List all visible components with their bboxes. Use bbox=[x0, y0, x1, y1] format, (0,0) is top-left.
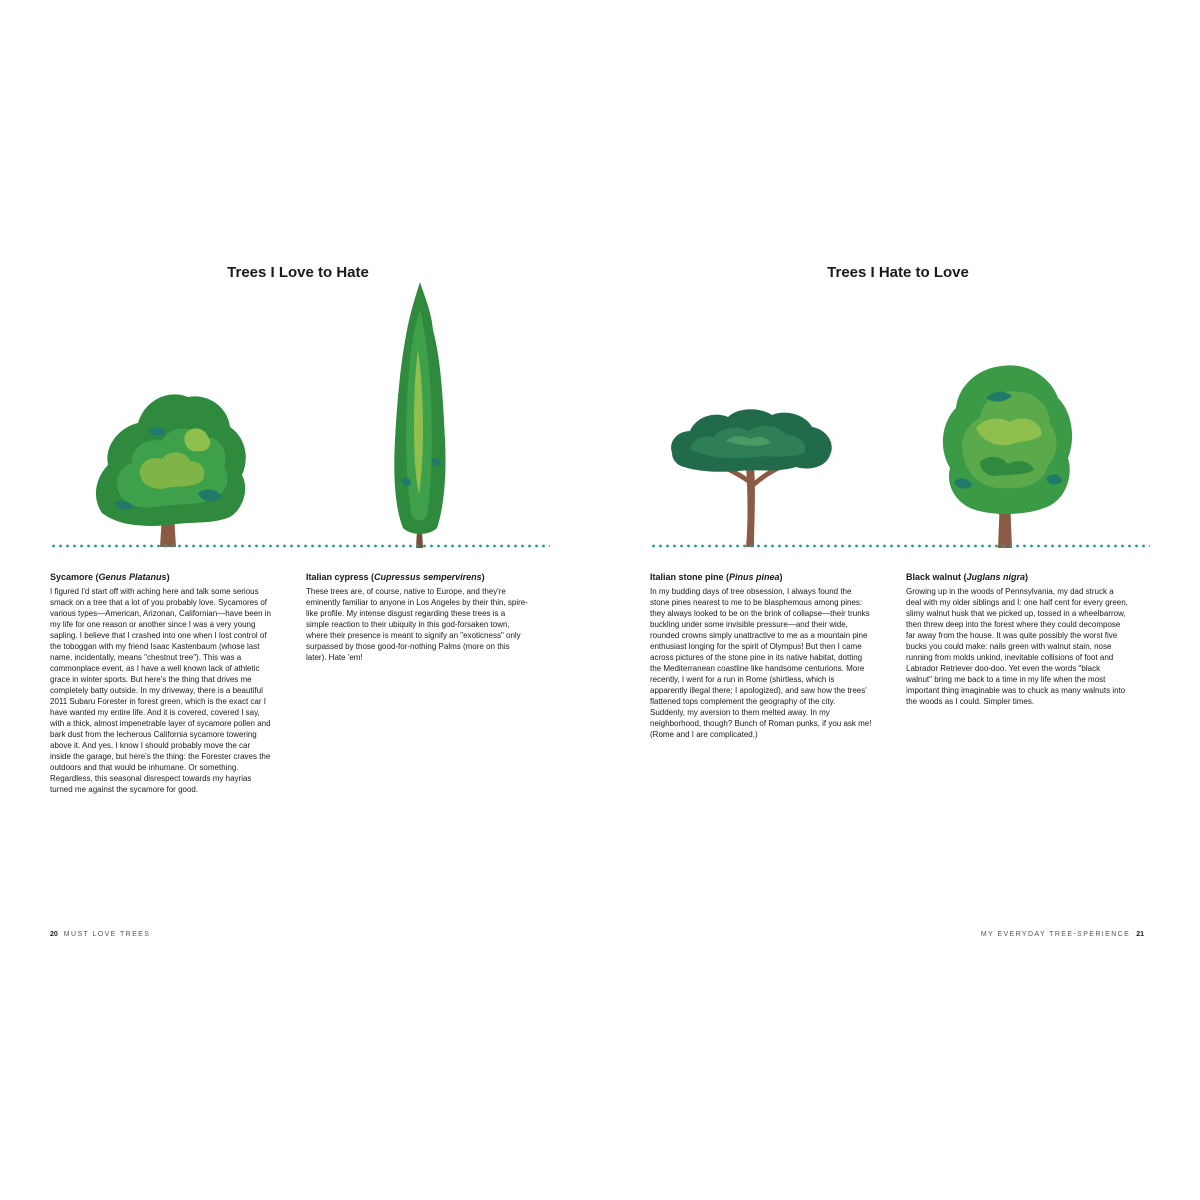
entry-black-walnut bbox=[906, 571, 1128, 707]
entry-heading: Black walnut (Juglans nigra) bbox=[906, 572, 1029, 582]
black-walnut-illustration bbox=[936, 358, 1076, 550]
entry-heading: Italian cypress (Cupressus sempervirens) bbox=[306, 572, 485, 582]
running-title: MY EVERYDAY TREE-SPERIENCE bbox=[980, 931, 1131, 938]
entry-body: These trees are, of course, native to Europe, and they're eminently familiar to anyone in Los Angeles by their thin, spire-like profile. My intense disgust regarding these trees is a simple reaction to their ubiquity in this god-forsaken town, where their presence is meant to signify an "exoticness" only surpassed by those good-for-nothing Palms (more on this later). Hate 'em! bbox=[306, 587, 528, 662]
entry-italian-cypress bbox=[306, 571, 528, 663]
running-title: MUST LOVE TREES bbox=[63, 931, 151, 938]
left-section-title: Trees I Love to Hate bbox=[227, 264, 369, 281]
entry-body: I figured I'd start off with aching here and talk some serious smack on a tree that a lot of you probably love. Sycamores of various types—American, Arizonan, Californian—have been in my life for one reason or another since I was a very young sapling. I believe that I crashed into one when I lost control of the toboggan with my friend Isaac Kastenbaum (whose last name, incidentally, means "chestnut tree"). This was a commonplace event, as I have a well known lack of athletic grace in winter sports. But here's the thing that drives me completely batty outside. In my driveway, there is a beautiful 2011 Subaru Forester in forest green, which is the exact car I have wanted my entire life. And it is covered, covered I say, with a thick, almost impenetrable layer of sycamore pollen and bark dust from the lecherous California sycamore towering above it. And yes, I know I should probably move the car inside the garage, but here's the thing: the Forester craves the outdoors and that would be inhumane. Or something. Regardless, this seasonal disrespect towards my hayrias turned me against the sycamore for good. bbox=[50, 587, 272, 794]
entry-body: In my budding days of tree obsession, I always found the stone pines nearest to me to be blasphemous among pines: they always looked to be on the brink of collapse—their trunks buckling under some invisible pressure—and their wide, rounded crowns simply unattractive to me as a mountain pine enthusiast longing for the spirit of Olympus! But then I came across pictures of the stone pine in its native habitat, dotting the Mediterranean coastline like handsome centurions. More recently, I went for a run in Rome (shirtless, which is apparently illegal there; I apologized), and saw how the trees' flattened tops complement the geography of the city. Suddenly, my aversion to them melted away. In my neighborhood, though? Bunch of Roman punks, if you ask me! (Rome and I are complicated.) bbox=[650, 587, 872, 739]
italian-stone-pine-illustration bbox=[666, 405, 836, 550]
page-number: 21 bbox=[1136, 931, 1144, 938]
right-section-title: Trees I Hate to Love bbox=[827, 264, 969, 281]
page-number: 20 bbox=[50, 931, 58, 938]
left-ground-line bbox=[50, 544, 550, 548]
italian-cypress-illustration bbox=[385, 280, 455, 550]
entry-italian-stone-pine bbox=[650, 571, 872, 740]
right-ground-line bbox=[650, 544, 1150, 548]
right-footer bbox=[981, 931, 1150, 938]
entry-sycamore bbox=[50, 571, 272, 795]
entry-body: Growing up in the woods of Pennsylvania, my dad struck a deal with my older siblings and I: one half cent for every green, slimy walnut husk that we picked up, tossed in a wheelbarrow, then threw deep into the forest where they could decompose far away from the house. It was quite possibly the worst five bucks you could make: nails green with walnut stain, nose running from molds unkind, inevitable collisions of foot and Labrador Retriever doo-doo. Yet even the words "black walnut" bring me back to a time in my life when the most important thing imaginable was to chuck as many walnuts into the woods as I could. Simpler times. bbox=[906, 587, 1128, 706]
right-page bbox=[600, 0, 1200, 1200]
sycamore-illustration bbox=[90, 375, 250, 550]
left-footer bbox=[44, 931, 150, 938]
entry-heading: Italian stone pine (Pinus pinea) bbox=[650, 572, 783, 582]
entry-heading: Sycamore (Genus Platanus) bbox=[50, 572, 170, 582]
